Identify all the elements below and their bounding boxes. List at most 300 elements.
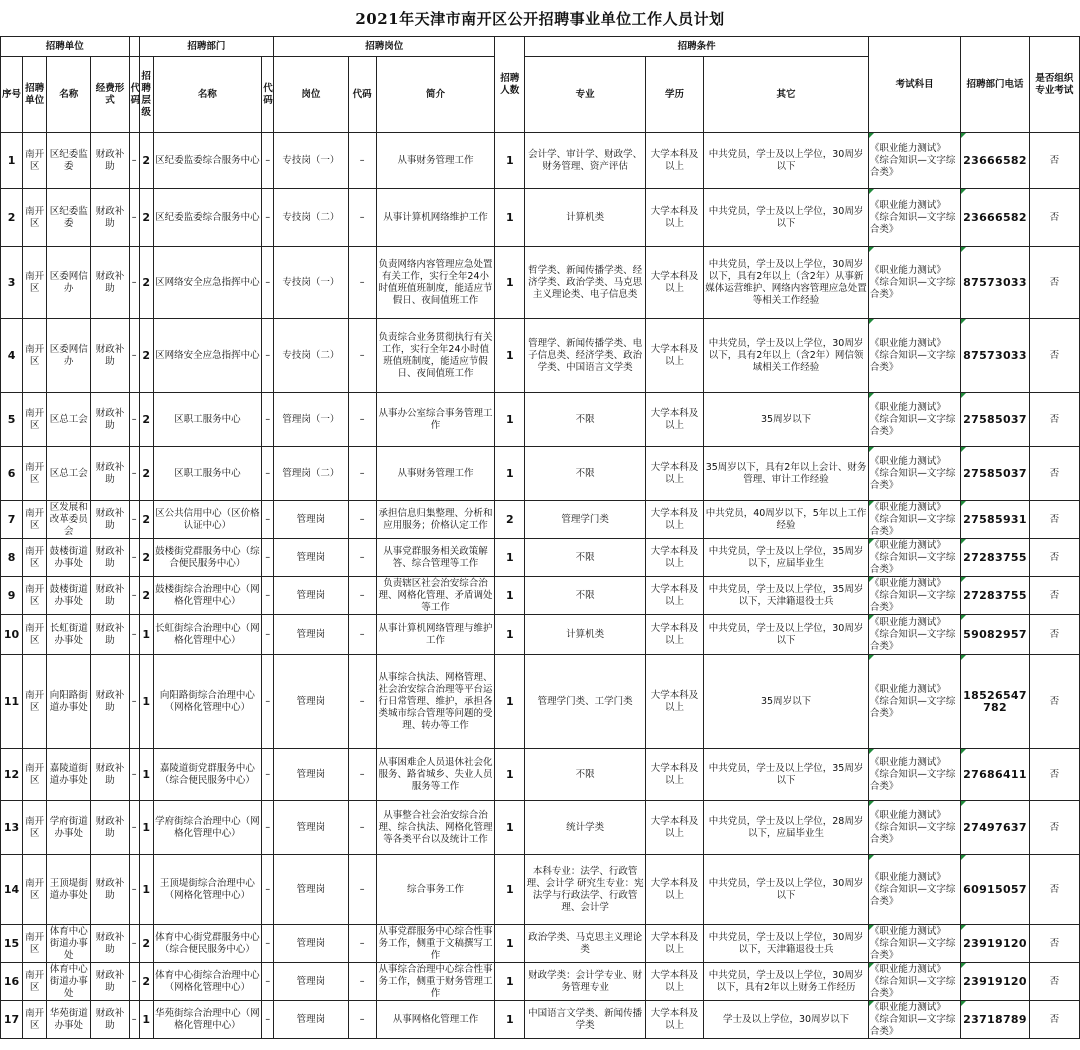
cell-edu: 大学本科及以上 <box>645 447 703 501</box>
cell-edu: 大学本科及以上 <box>645 501 703 539</box>
table-row <box>1 801 1080 855</box>
cell-area: 南开区 <box>23 577 47 615</box>
cell-extra: 否 <box>1029 963 1079 1001</box>
group-dept-header: 招聘部门 <box>139 37 274 57</box>
table-row <box>1 615 1080 655</box>
cell-extra: 否 <box>1029 577 1079 615</box>
group-post-header: 招聘岗位 <box>274 37 495 57</box>
table-row <box>1 539 1080 577</box>
cell-extra: 否 <box>1029 855 1079 925</box>
cell-dept: 王顶堤街综合治理中心（网格化管理中心） <box>153 855 262 925</box>
cell-level: 2 <box>139 577 153 615</box>
cell-area: 南开区 <box>23 189 47 247</box>
cell-intro: 从事办公室综合事务管理工作 <box>376 393 495 447</box>
cell-code2: – <box>262 749 274 801</box>
cell-level: 2 <box>139 189 153 247</box>
cell-post: 管理岗（二） <box>274 447 348 501</box>
cell-phone: 18526547782 <box>961 655 1029 749</box>
cell-edu: 大学本科及以上 <box>645 133 703 189</box>
cell-extra: 否 <box>1029 501 1079 539</box>
cell-intro: 承担信息归集整理、分析和应用服务；价格认定工作 <box>376 501 495 539</box>
cell-code1: – <box>129 855 139 925</box>
group-cond-header: 招聘条件 <box>525 37 869 57</box>
cell-seq: 12 <box>1 749 23 801</box>
table-row <box>1 319 1080 393</box>
cell-unit: 区总工会 <box>47 393 91 447</box>
cell-other: 中共党员，学士及以上学位，35周岁以下 <box>704 749 869 801</box>
cell-count: 1 <box>495 247 525 319</box>
cell-code2: – <box>262 577 274 615</box>
cell-unit: 鼓楼街道办事处 <box>47 539 91 577</box>
cell-exam: 《职业能力测试》《综合知识—文字综合类》 <box>868 447 960 501</box>
cell-area: 南开区 <box>23 801 47 855</box>
col-post: 岗位 <box>274 57 348 133</box>
cell-code3: – <box>348 925 376 963</box>
table-row <box>1 855 1080 925</box>
cell-unit: 区纪委监委 <box>47 133 91 189</box>
cell-dept: 区网络安全应急指挥中心 <box>153 319 262 393</box>
cell-phone: 27283755 <box>961 577 1029 615</box>
cell-area: 南开区 <box>23 319 47 393</box>
cell-count: 1 <box>495 539 525 577</box>
cell-exam: 《职业能力测试》《综合知识—文字综合类》 <box>868 1001 960 1039</box>
cell-seq: 1 <box>1 133 23 189</box>
cell-area: 南开区 <box>23 539 47 577</box>
cell-unit: 学府街道办事处 <box>47 801 91 855</box>
cell-edu: 大学本科及以上 <box>645 963 703 1001</box>
cell-fund: 财政补助 <box>91 615 129 655</box>
cell-extra: 否 <box>1029 801 1079 855</box>
cell-major: 不限 <box>525 447 646 501</box>
cell-seq: 7 <box>1 501 23 539</box>
cell-dept: 区职工服务中心 <box>153 447 262 501</box>
cell-post: 专技岗（一） <box>274 247 348 319</box>
cell-count: 1 <box>495 615 525 655</box>
table-row <box>1 1001 1080 1039</box>
cell-exam: 《职业能力测试》《综合知识—文字综合类》 <box>868 963 960 1001</box>
cell-exam: 《职业能力测试》《综合知识—文字综合类》 <box>868 801 960 855</box>
cell-code3: – <box>348 133 376 189</box>
cell-level: 2 <box>139 501 153 539</box>
cell-count: 1 <box>495 577 525 615</box>
cell-seq: 14 <box>1 855 23 925</box>
cell-level: 2 <box>139 319 153 393</box>
cell-count: 1 <box>495 189 525 247</box>
cell-code3: – <box>348 189 376 247</box>
cell-post: 管理岗 <box>274 501 348 539</box>
cell-other: 中共党员，学士及以上学位，35周岁以下，天津籍退役士兵 <box>704 577 869 615</box>
cell-other: 中共党员，学士及以上学位，30周岁以下，具有2年以上（含2年）从事新媒体运营维护、网络内容管理应急处置等相关工作经验 <box>704 247 869 319</box>
cell-intro: 从事网格化管理工作 <box>376 1001 495 1039</box>
cell-area: 南开区 <box>23 855 47 925</box>
col-unit-type: 招聘单位 <box>23 57 47 133</box>
cell-phone: 23919120 <box>961 925 1029 963</box>
cell-code2: – <box>262 1001 274 1039</box>
cell-post: 管理岗 <box>274 963 348 1001</box>
cell-exam: 《职业能力测试》《综合知识—文字综合类》 <box>868 133 960 189</box>
cell-phone: 23919120 <box>961 963 1029 1001</box>
cell-fund: 财政补助 <box>91 189 129 247</box>
cell-count: 1 <box>495 855 525 925</box>
cell-seq: 2 <box>1 189 23 247</box>
col-code1: 代码 <box>129 57 139 133</box>
cell-area: 南开区 <box>23 393 47 447</box>
cell-code2: – <box>262 133 274 189</box>
cell-phone: 60915057 <box>961 855 1029 925</box>
cell-exam: 《职业能力测试》《综合知识—文字综合类》 <box>868 319 960 393</box>
cell-dept: 区公共信用中心（区价格认证中心） <box>153 501 262 539</box>
cell-intro: 从事财务管理工作 <box>376 133 495 189</box>
table-body <box>1 133 1080 1039</box>
cell-fund: 财政补助 <box>91 655 129 749</box>
cell-unit: 向阳路街道办事处 <box>47 655 91 749</box>
cell-extra: 否 <box>1029 247 1079 319</box>
cell-phone: 27686411 <box>961 749 1029 801</box>
cell-intro: 综合事务工作 <box>376 855 495 925</box>
col-code3: 代码 <box>348 57 376 133</box>
cell-intro: 从事综合治理中心综合性事务工作，侧重于财务管理工作 <box>376 963 495 1001</box>
cell-major: 不限 <box>525 749 646 801</box>
table-row <box>1 655 1080 749</box>
cell-count: 1 <box>495 925 525 963</box>
cell-count: 1 <box>495 749 525 801</box>
cell-code2: – <box>262 801 274 855</box>
col-count: 招聘人数 <box>495 37 525 133</box>
cell-dept: 区职工服务中心 <box>153 393 262 447</box>
col-code2: 代码 <box>262 57 274 133</box>
cell-edu: 大学本科及以上 <box>645 749 703 801</box>
cell-seq: 15 <box>1 925 23 963</box>
cell-fund: 财政补助 <box>91 501 129 539</box>
cell-count: 1 <box>495 801 525 855</box>
cell-other: 中共党员，学士及以上学位，35周岁以下，应届毕业生 <box>704 539 869 577</box>
cell-unit: 长虹街道办事处 <box>47 615 91 655</box>
cell-code2: – <box>262 393 274 447</box>
cell-other: 中共党员，学士及以上学位，30周岁以下 <box>704 189 869 247</box>
cell-unit: 华苑街道办事处 <box>47 1001 91 1039</box>
cell-unit: 嘉陵道街道办事处 <box>47 749 91 801</box>
cell-exam: 《职业能力测试》《综合知识—文字综合类》 <box>868 855 960 925</box>
cell-major: 政治学类、马克思主义理论类 <box>525 925 646 963</box>
cell-area: 南开区 <box>23 247 47 319</box>
cell-code1: – <box>129 1001 139 1039</box>
cell-intro: 从事整合社会治安综合治理、综合执法、网格化管理等各类平台以及统计工作 <box>376 801 495 855</box>
cell-exam: 《职业能力测试》《综合知识—文字综合类》 <box>868 615 960 655</box>
cell-code3: – <box>348 963 376 1001</box>
cell-code3: – <box>348 855 376 925</box>
cell-code3: – <box>348 393 376 447</box>
cell-intro: 负责网络内容管理应急处置有关工作，实行全年24小时值班值班制度，能适应节假日、夜间值班工作 <box>376 247 495 319</box>
cell-seq: 9 <box>1 577 23 615</box>
cell-level: 2 <box>139 963 153 1001</box>
cell-area: 南开区 <box>23 963 47 1001</box>
cell-area: 南开区 <box>23 447 47 501</box>
table-row <box>1 501 1080 539</box>
cell-code2: – <box>262 855 274 925</box>
group-unit-header: 招聘单位 <box>1 37 130 57</box>
cell-code2: – <box>262 247 274 319</box>
cell-other: 中共党员，学士及以上学位，30周岁以下 <box>704 855 869 925</box>
col-fund: 经费形式 <box>91 57 129 133</box>
cell-exam: 《职业能力测试》《综合知识—文字综合类》 <box>868 393 960 447</box>
cell-exam: 《职业能力测试》《综合知识—文字综合类》 <box>868 925 960 963</box>
cell-major: 计算机类 <box>525 615 646 655</box>
cell-post: 管理岗 <box>274 801 348 855</box>
cell-intro: 负责辖区社会治安综合治理、网格化管理、矛盾调处等工作 <box>376 577 495 615</box>
cell-phone: 27585931 <box>961 501 1029 539</box>
cell-unit: 区发展和改革委员会 <box>47 501 91 539</box>
cell-level: 2 <box>139 247 153 319</box>
table-row <box>1 577 1080 615</box>
cell-extra: 否 <box>1029 319 1079 393</box>
cell-fund: 财政补助 <box>91 749 129 801</box>
cell-exam: 《职业能力测试》《综合知识—文字综合类》 <box>868 247 960 319</box>
cell-seq: 13 <box>1 801 23 855</box>
cell-count: 2 <box>495 501 525 539</box>
col-seq: 序号 <box>1 57 23 133</box>
cell-major: 中国语言文学类、新闻传播学类 <box>525 1001 646 1039</box>
cell-code3: – <box>348 615 376 655</box>
cell-fund: 财政补助 <box>91 577 129 615</box>
cell-code2: – <box>262 501 274 539</box>
cell-exam: 《职业能力测试》《综合知识—文字综合类》 <box>868 501 960 539</box>
cell-code1: – <box>129 801 139 855</box>
cell-extra: 否 <box>1029 615 1079 655</box>
cell-code2: – <box>262 189 274 247</box>
cell-exam: 《职业能力测试》《综合知识—文字综合类》 <box>868 189 960 247</box>
cell-dept: 华苑街综合治理中心（网格化管理中心） <box>153 1001 262 1039</box>
cell-dept: 学府街综合治理中心（网格化管理中心） <box>153 801 262 855</box>
cell-code1: – <box>129 963 139 1001</box>
cell-extra: 否 <box>1029 539 1079 577</box>
cell-other: 35周岁以下 <box>704 655 869 749</box>
table-row <box>1 133 1080 189</box>
cell-other: 35周岁以下 <box>704 393 869 447</box>
cell-code1: – <box>129 925 139 963</box>
cell-dept: 体育中心街党群服务中心（综合便民服务中心） <box>153 925 262 963</box>
cell-count: 1 <box>495 393 525 447</box>
table-row <box>1 247 1080 319</box>
cell-intro: 负责综合业务贯彻执行有关工作，实行全年24小时值班值班制度，能适应节假日、夜间值班工作 <box>376 319 495 393</box>
cell-edu: 大学本科及以上 <box>645 655 703 749</box>
cell-extra: 否 <box>1029 447 1079 501</box>
cell-phone: 87573033 <box>961 247 1029 319</box>
cell-other: 中共党员，学士及以上学位，30周岁以下，具有2年以上（含2年）网信领域相关工作经验 <box>704 319 869 393</box>
cell-edu: 大学本科及以上 <box>645 393 703 447</box>
cell-level: 1 <box>139 615 153 655</box>
cell-level: 1 <box>139 801 153 855</box>
cell-other: 中共党员，学士及以上学位，28周岁以下，应届毕业生 <box>704 801 869 855</box>
cell-fund: 财政补助 <box>91 963 129 1001</box>
cell-dept: 区网络安全应急指挥中心 <box>153 247 262 319</box>
cell-unit: 体育中心街道办事处 <box>47 963 91 1001</box>
cell-code3: – <box>348 749 376 801</box>
cell-code1: – <box>129 319 139 393</box>
page-title: 2021年天津市南开区公开招聘事业单位工作人员计划 <box>355 9 725 28</box>
cell-major: 计算机类 <box>525 189 646 247</box>
cell-area: 南开区 <box>23 133 47 189</box>
cell-code3: – <box>348 319 376 393</box>
cell-level: 2 <box>139 539 153 577</box>
cell-other: 35周岁以下，具有2年以上会计、财务管理、审计工作经验 <box>704 447 869 501</box>
cell-dept: 向阳路街综合治理中心（网格化管理中心） <box>153 655 262 749</box>
cell-fund: 财政补助 <box>91 133 129 189</box>
cell-other: 中共党员，学士及以上学位，30周岁以下，具有2年以上财务工作经历 <box>704 963 869 1001</box>
col-exam: 考试科目 <box>868 37 960 133</box>
cell-phone: 27585037 <box>961 393 1029 447</box>
col-dept-level: 招聘层级 <box>139 57 153 133</box>
cell-post: 管理岗（一） <box>274 393 348 447</box>
cell-code1: – <box>129 447 139 501</box>
cell-major: 管理学门类 <box>525 501 646 539</box>
cell-edu: 大学本科及以上 <box>645 855 703 925</box>
cell-seq: 17 <box>1 1001 23 1039</box>
cell-edu: 大学本科及以上 <box>645 539 703 577</box>
cell-level: 1 <box>139 749 153 801</box>
cell-count: 1 <box>495 319 525 393</box>
cell-code2: – <box>262 319 274 393</box>
cell-seq: 10 <box>1 615 23 655</box>
cell-code2: – <box>262 925 274 963</box>
table-row <box>1 447 1080 501</box>
cell-major: 会计学、审计学、财政学、财务管理、资产评估 <box>525 133 646 189</box>
cell-code3: – <box>348 539 376 577</box>
table-row <box>1 749 1080 801</box>
cell-post: 专技岗（一） <box>274 133 348 189</box>
cell-seq: 4 <box>1 319 23 393</box>
cell-code1: – <box>129 393 139 447</box>
cell-dept: 长虹街综合治理中心（网格化管理中心） <box>153 615 262 655</box>
cell-fund: 财政补助 <box>91 1001 129 1039</box>
cell-unit: 王顶堤街道办事处 <box>47 855 91 925</box>
cell-post: 管理岗 <box>274 925 348 963</box>
cell-seq: 16 <box>1 963 23 1001</box>
cell-post: 管理岗 <box>274 615 348 655</box>
cell-major: 不限 <box>525 539 646 577</box>
cell-unit: 区总工会 <box>47 447 91 501</box>
cell-exam: 《职业能力测试》《综合知识—文字综合类》 <box>868 655 960 749</box>
col-intro: 简介 <box>376 57 495 133</box>
cell-area: 南开区 <box>23 925 47 963</box>
cell-count: 1 <box>495 963 525 1001</box>
cell-other: 中共党员，学士及以上学位，30周岁以下，天津籍退役士兵 <box>704 925 869 963</box>
col-dept-name: 名称 <box>153 57 262 133</box>
col-major: 专业 <box>525 57 646 133</box>
cell-edu: 大学本科及以上 <box>645 247 703 319</box>
cell-intro: 从事财务管理工作 <box>376 447 495 501</box>
cell-fund: 财政补助 <box>91 925 129 963</box>
cell-phone: 59082957 <box>961 615 1029 655</box>
cell-code2: – <box>262 963 274 1001</box>
recruitment-table <box>0 36 1080 1039</box>
cell-other: 中共党员，学士及以上学位，30周岁以下 <box>704 133 869 189</box>
cell-code3: – <box>348 655 376 749</box>
cell-major: 管理学门类、工学门类 <box>525 655 646 749</box>
cell-level: 2 <box>139 393 153 447</box>
cell-level: 2 <box>139 925 153 963</box>
cell-level: 1 <box>139 1001 153 1039</box>
cell-unit: 区纪委监委 <box>47 189 91 247</box>
cell-code3: – <box>348 577 376 615</box>
cell-unit: 区委网信办 <box>47 247 91 319</box>
cell-unit: 体育中心街道办事处 <box>47 925 91 963</box>
cell-level: 1 <box>139 855 153 925</box>
col-unit-name: 名称 <box>47 57 91 133</box>
cell-dept: 鼓楼街党群服务中心（综合便民服务中心） <box>153 539 262 577</box>
cell-other: 中共党员，40周岁以下，5年以上工作经验 <box>704 501 869 539</box>
cell-extra: 否 <box>1029 925 1079 963</box>
cell-code1: – <box>129 501 139 539</box>
cell-code1: – <box>129 539 139 577</box>
cell-area: 南开区 <box>23 501 47 539</box>
cell-area: 南开区 <box>23 655 47 749</box>
cell-phone: 23666582 <box>961 133 1029 189</box>
cell-area: 南开区 <box>23 1001 47 1039</box>
cell-post: 管理岗 <box>274 749 348 801</box>
cell-edu: 大学本科及以上 <box>645 615 703 655</box>
cell-intro: 从事计算机网络维护工作 <box>376 189 495 247</box>
cell-post: 专技岗（二） <box>274 319 348 393</box>
cell-edu: 大学本科及以上 <box>645 801 703 855</box>
cell-edu: 大学本科及以上 <box>645 925 703 963</box>
table-row <box>1 189 1080 247</box>
cell-level: 2 <box>139 447 153 501</box>
cell-major: 本科专业：法学、行政管理、会计学 研究生专业：宪法学与行政法学、行政管理、会计学 <box>525 855 646 925</box>
cell-major: 财政学类：会计学专业、财务管理专业 <box>525 963 646 1001</box>
col-phone: 招聘部门电话 <box>961 37 1029 133</box>
cell-extra: 否 <box>1029 749 1079 801</box>
cell-dept: 体育中心街综合治理中心（网格化管理中心） <box>153 963 262 1001</box>
cell-seq: 8 <box>1 539 23 577</box>
cell-exam: 《职业能力测试》《综合知识—文字综合类》 <box>868 539 960 577</box>
cell-code1: – <box>129 655 139 749</box>
cell-area: 南开区 <box>23 749 47 801</box>
cell-phone: 87573033 <box>961 319 1029 393</box>
cell-edu: 大学本科及以上 <box>645 1001 703 1039</box>
cell-fund: 财政补助 <box>91 393 129 447</box>
cell-post: 管理岗 <box>274 1001 348 1039</box>
table-row <box>1 393 1080 447</box>
table-row <box>1 963 1080 1001</box>
cell-unit: 鼓楼街道办事处 <box>47 577 91 615</box>
cell-exam: 《职业能力测试》《综合知识—文字综合类》 <box>868 577 960 615</box>
col-other: 其它 <box>704 57 869 133</box>
cell-code1: – <box>129 577 139 615</box>
cell-intro: 从事综合执法、网格管理、社会治安综合治理等平台运行日常管理、维护，承担各类城市综合管理等问题的受理、转办等工作 <box>376 655 495 749</box>
cell-post: 管理岗 <box>274 855 348 925</box>
cell-level: 2 <box>139 133 153 189</box>
cell-level: 1 <box>139 655 153 749</box>
col-extra: 是否组织专业考试 <box>1029 37 1079 133</box>
cell-code1: – <box>129 247 139 319</box>
cell-exam: 《职业能力测试》《综合知识—文字综合类》 <box>868 749 960 801</box>
cell-other: 中共党员，学士及以上学位，30周岁以下 <box>704 615 869 655</box>
cell-area: 南开区 <box>23 615 47 655</box>
spacer-cell <box>129 37 139 57</box>
cell-fund: 财政补助 <box>91 539 129 577</box>
cell-extra: 否 <box>1029 189 1079 247</box>
cell-fund: 财政补助 <box>91 447 129 501</box>
cell-other: 学士及以上学位，30周岁以下 <box>704 1001 869 1039</box>
table-row <box>1 925 1080 963</box>
cell-major: 管理学、新闻传播学类、电子信息类、经济学类、政治学类、中国语言文学类 <box>525 319 646 393</box>
cell-phone: 23718789 <box>961 1001 1029 1039</box>
cell-seq: 3 <box>1 247 23 319</box>
cell-post: 专技岗（二） <box>274 189 348 247</box>
cell-count: 1 <box>495 447 525 501</box>
cell-intro: 从事计算机网络管理与维护工作 <box>376 615 495 655</box>
cell-extra: 否 <box>1029 133 1079 189</box>
